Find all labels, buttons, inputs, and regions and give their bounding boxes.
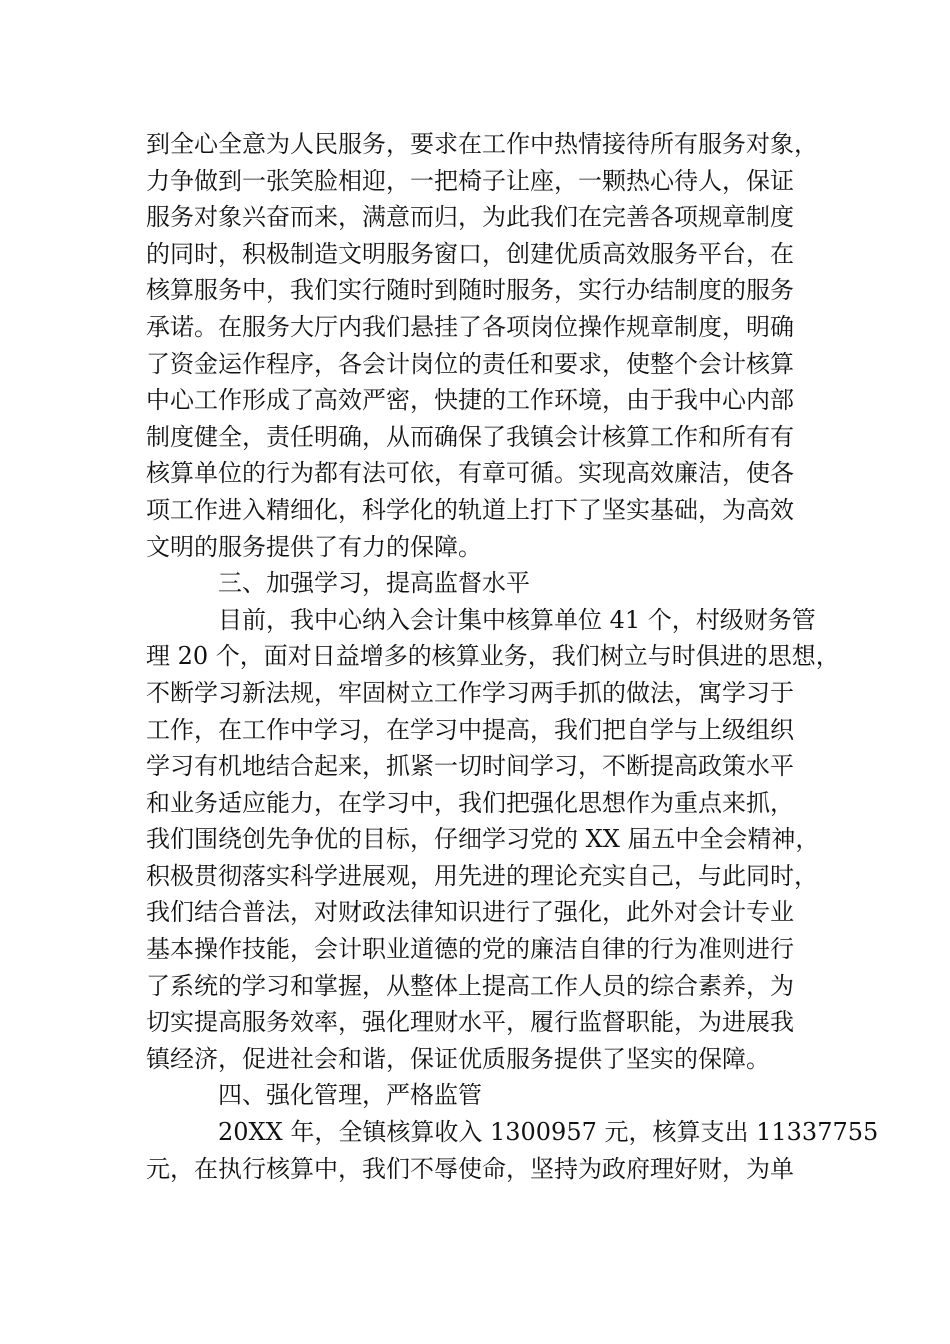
paragraph-line: 元，在执行核算中，我们不辱使命，坚持为政府理好财，为单 — [146, 1154, 794, 1183]
paragraph-line: 到全心全意为人民服务，要求在工作中热情接待所有服务对象， — [146, 130, 818, 158]
paragraph-line: 服务对象兴奋而来，满意而归，为此我们在完善各项规章制度 — [146, 203, 794, 232]
paragraph-line: 我们围绕创先争优的目标，仔细学习党的 XX 届五中全会精神， — [146, 825, 820, 854]
paragraph-line: 中心工作形成了高效严密，快捷的工作环境，由于我中心内部 — [146, 386, 794, 415]
paragraph-line: 不断学习新法规，牢固树立工作学习两手抓的做法，寓学习于 — [146, 678, 794, 707]
paragraph-line: 目前，我中心纳入会计集中核算单位 41 个，村级财务管 — [218, 605, 816, 634]
paragraph-line: 基本操作技能，会计职业道德的党的廉洁自律的行为准则进行 — [146, 935, 794, 964]
paragraph-line: 我们结合普法，对财政法律知识进行了强化，此外对会计专业 — [146, 898, 794, 927]
paragraph-line: 项工作进入精细化，科学化的轨道上打下了坚实基础，为高效 — [146, 495, 794, 524]
paragraph-line: 学习有机地结合起来，抓紧一切时间学习，不断提高政策水平 — [146, 752, 794, 781]
paragraph-line: 工作，在工作中学习，在学习中提高，我们把自学与上级组织 — [146, 715, 794, 744]
section-heading-3: 三、加强学习，提高监督水平 — [218, 569, 530, 598]
paragraph-line: 核算单位的行为都有法可依，有章可循。实现高效廉洁，使各 — [146, 459, 794, 488]
section-heading-4: 四、强化管理，严格监管 — [218, 1081, 482, 1110]
paragraph-line: 切实提高服务效率，强化理财水平，履行监督职能，为进展我 — [146, 1008, 794, 1037]
paragraph-line: 核算服务中，我们实行随时到随时服务，实行办结制度的服务 — [146, 276, 794, 305]
paragraph-line: 制度健全，责任明确，从而确保了我镇会计核算工作和所有有 — [146, 422, 794, 451]
paragraph-line: 20XX 年，全镇核算收入 1300957 元，核算支出 11337755 — [218, 1118, 879, 1147]
paragraph-line: 镇经济，促进社会和谐，保证优质服务提供了坚实的保障。 — [146, 1044, 770, 1073]
paragraph-line: 积极贯彻落实科学进展观，用先进的理论充实自己，与此同时， — [146, 861, 818, 890]
paragraph-line: 理 20 个，面对日益增多的核算业务，我们树立与时俱进的思想， — [146, 642, 840, 671]
paragraph-line: 承诺。在服务大厅内我们悬挂了各项岗位操作规章制度，明确 — [146, 312, 794, 341]
paragraph-line: 的同时，积极制造文明服务窗口，创建优质高效服务平台，在 — [146, 239, 794, 268]
paragraph-line: 了资金运作程序，各会计岗位的责任和要求，使整个会计核算 — [146, 349, 794, 378]
paragraph-line: 文明的服务提供了有力的保障。 — [146, 532, 482, 561]
paragraph-line: 力争做到一张笑脸相迎，一把椅子让座，一颗热心待人，保证 — [146, 166, 794, 195]
paragraph-line: 和业务适应能力，在学习中，我们把强化思想作为重点来抓， — [146, 788, 794, 817]
document-body — [146, 126, 879, 1187]
paragraph-line: 了系统的学习和掌握，从整体上提高工作人员的综合素养，为 — [146, 971, 794, 1000]
